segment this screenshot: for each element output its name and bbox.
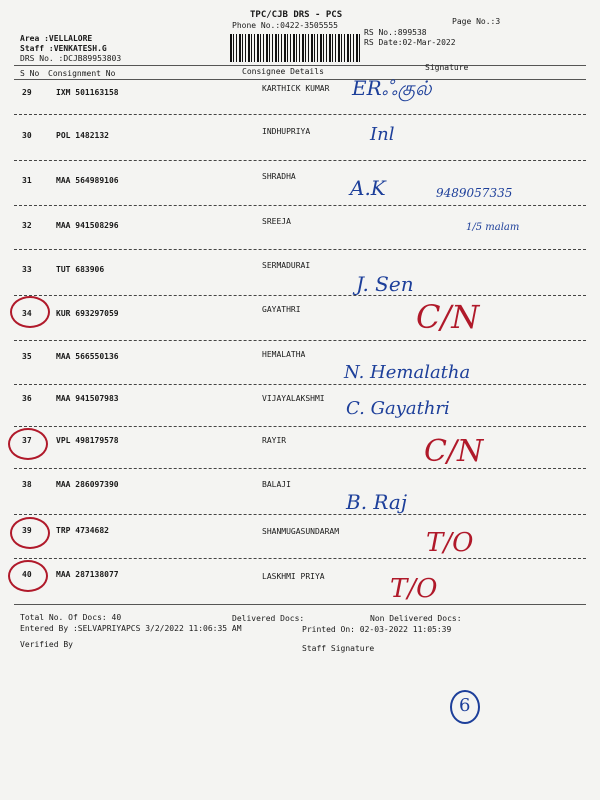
row-divider [14,114,586,115]
row-signature: ERஃகுல் [352,76,432,100]
row-consignee: GAYATHRI [262,305,301,314]
row-consignee: SHANMUGASUNDARAM [262,527,340,536]
page-mark: 6 [459,695,471,716]
row-consignment: MAA 286097390 [56,480,119,489]
row-sno: 32 [22,221,32,230]
row-consignee: LASKHMI PRIYA [262,572,325,581]
row-signature: 1/5 malam [466,222,520,233]
entered-by: Entered By :SELVAPRIYAPCS 3/2/2022 11:06:35 AM [20,624,242,633]
row-consignment: TRP 4734682 [56,526,109,535]
col-signature: Signature [425,63,469,72]
row-signature: T/O [390,574,438,604]
row-consignee: SHRADHA [262,172,296,181]
row-consignment: VPL 498179578 [56,436,119,445]
col-consignee: Consignee Details [242,67,324,76]
header-bottom-rule [14,79,586,80]
row-sno: 38 [22,480,32,489]
row-divider [14,295,586,296]
row-signature: B. Raj [346,490,408,514]
row-consignment: MAA 564989106 [56,176,119,185]
phone-number: Phone No.:0422-3505555 [232,21,338,30]
row-sno: 31 [22,176,32,185]
row-consignee: INDHUPRIYA [262,127,311,136]
rs-date: RS Date:02-Mar-2022 [364,38,456,47]
row-divider [14,384,586,385]
row-divider [14,249,586,250]
row-divider [14,426,586,427]
row-consignee: KARTHICK KUMAR [262,84,330,93]
row-divider [14,205,586,206]
drs-number: DRS No. :DCJB89953803 [20,54,122,63]
row-divider [14,558,586,559]
page-mark-circle [450,690,480,724]
delivered-docs: Delivered Docs: [232,614,305,623]
report-title: TPC/CJB DRS - PCS [250,10,343,20]
row-sno: 33 [22,265,32,274]
col-consignment: Consignment No [48,69,116,78]
area-label: Area :VELLALORE [20,34,93,43]
total-docs: Total No. Of Docs: 40 [20,613,122,622]
header-top-rule [14,65,586,66]
row-sno: 34 [22,309,32,318]
row-sno: 40 [22,570,32,579]
barcode [230,34,362,62]
printed-on: Printed On: 02-03-2022 11:05:39 [302,625,452,634]
row-consignee: BALAJI [262,480,291,489]
row-consignee: HEMALATHA [262,350,306,359]
row-consignee: VIJAYALAKSHMI [262,394,325,403]
row-sno: 39 [22,526,32,535]
row-consignment: KUR 693297059 [56,309,119,318]
row-consignee: RAYIR [262,436,287,445]
row-signature-phone: 9489057335 [436,186,513,200]
row-divider [14,160,586,161]
row-signature: N. Hemalatha [344,362,471,383]
staff-label: Staff :VENKATESH.G [20,44,107,53]
row-signature: A.K [350,176,386,200]
row-signature: C/N [424,434,484,469]
page-number: Page No.:3 [452,17,501,26]
row-signature: C. Gayathri [346,398,450,419]
row-consignee: SERMADURAI [262,261,311,270]
row-consignment: IXM 501163158 [56,88,119,97]
row-consignment: POL 1482132 [56,131,109,140]
row-consignee: SREEJA [262,217,291,226]
rs-number: RS No.:899538 [364,28,427,37]
row-consignment: MAA 566550136 [56,352,119,361]
row-sno: 37 [22,436,32,445]
row-divider [14,468,586,469]
row-sno: 36 [22,394,32,403]
row-consignment: MAA 287138077 [56,570,119,579]
row-sno: 30 [22,131,32,140]
verified-by: Verified By [20,640,73,649]
row-consignment: MAA 941508296 [56,221,119,230]
row-signature: T/O [426,528,474,558]
row-signature: C/N [416,298,480,336]
row-divider [14,514,586,515]
row-sno: 29 [22,88,32,97]
row-consignment: TUT 683906 [56,265,105,274]
row-consignment: MAA 941507983 [56,394,119,403]
non-delivered-docs: Non Delivered Docs: [370,614,462,623]
col-sno: S No [20,69,40,78]
footer-rule [14,604,586,605]
row-sno: 35 [22,352,32,361]
row-signature: Inl [370,124,395,145]
row-signature: J. Sen [356,272,414,296]
row-divider [14,340,586,341]
staff-signature: Staff Signature [302,644,375,653]
